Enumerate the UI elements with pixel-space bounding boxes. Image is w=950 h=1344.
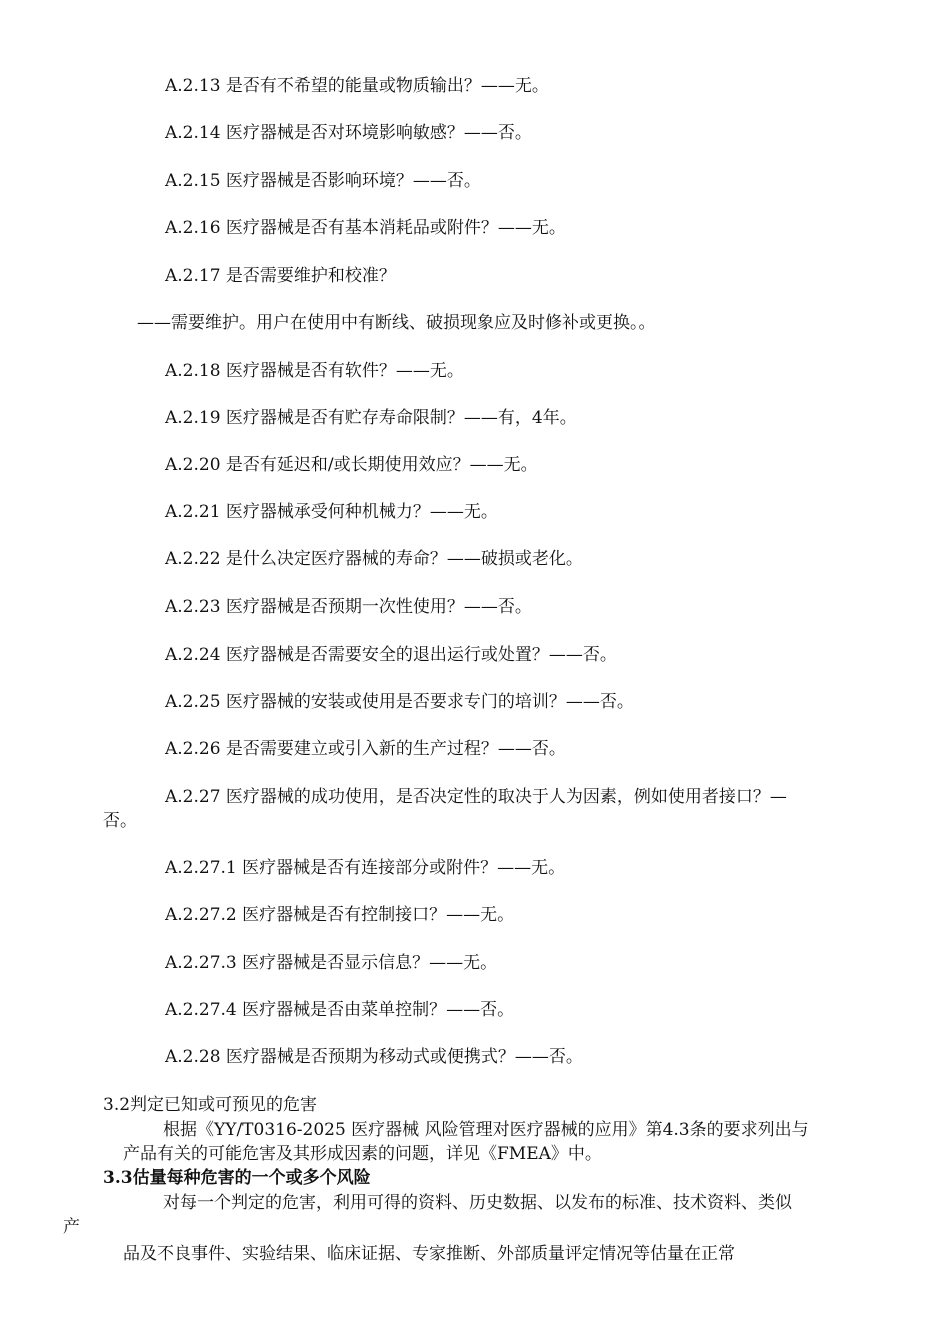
item-a2-28: A.2.28 医疗器械是否预期为移动式或便携式？——否。 xyxy=(165,1047,583,1067)
section-3-3-paragraph-line1: 对每一个判定的危害，利用可得的资料、历史数据、以发布的标准、技术资料、类似 xyxy=(163,1193,792,1213)
item-a2-17-answer: ——需要维护。用户在使用中有断线、破损现象应及时修补或更换。。 xyxy=(137,313,656,333)
item-a2-27-4: A.2.27.4 医疗器械是否由菜单控制？——否。 xyxy=(165,1000,515,1020)
item-a2-27-2: A.2.27.2 医疗器械是否有控制接口？——无。 xyxy=(165,905,515,925)
item-a2-22: A.2.22 是什么决定医疗器械的寿命？——破损或老化。 xyxy=(165,549,583,569)
item-a2-13: A.2.13 是否有不希望的能量或物质输出？——无。 xyxy=(165,76,549,96)
section-3-2-paragraph-line2: 产品有关的可能危害及其形成因素的问题，详见《FMEA》中。 xyxy=(123,1144,602,1164)
item-a2-18: A.2.18 医疗器械是否有软件？——无。 xyxy=(165,361,464,381)
section-3-3-paragraph-line2: 产 xyxy=(63,1217,80,1237)
item-a2-19: A.2.19 医疗器械是否有贮存寿命限制？——有，4年。 xyxy=(165,408,577,428)
item-a2-21: A.2.21 医疗器械承受何种机械力？——无。 xyxy=(165,502,498,522)
section-3-2-paragraph-line1: 根据《YY/T0316-2025 医疗器械 风险管理对医疗器械的应用》第4.3条的要求列出与 xyxy=(163,1120,809,1140)
item-a2-27-1: A.2.27.1 医疗器械是否有连接部分或附件？——无。 xyxy=(165,858,566,878)
item-a2-27-line2: 否。 xyxy=(103,811,137,831)
item-a2-17: A.2.17 是否需要维护和校准？ xyxy=(165,266,396,286)
item-a2-23: A.2.23 医疗器械是否预期一次性使用？——否。 xyxy=(165,597,532,617)
item-a2-14: A.2.14 医疗器械是否对环境影响敏感？——否。 xyxy=(165,123,532,143)
section-3-3-heading: 3.3估量每种危害的一个或多个风险 xyxy=(103,1168,371,1188)
item-a2-16: A.2.16 医疗器械是否有基本消耗品或附件？——无。 xyxy=(165,218,566,238)
item-a2-15: A.2.15 医疗器械是否影响环境？——否。 xyxy=(165,171,481,191)
item-a2-27-line1: A.2.27 医疗器械的成功使用，是否决定性的取决于人为因素，例如使用者接口？— xyxy=(165,787,787,807)
section-3-2-heading: 3.2判定已知或可预见的危害 xyxy=(103,1095,318,1115)
item-a2-27-3: A.2.27.3 医疗器械是否显示信息？——无。 xyxy=(165,953,498,973)
section-3-3-paragraph-line3: 品及不良事件、实验结果、临床证据、专家推断、外部质量评定情况等估量在正常 xyxy=(123,1244,735,1264)
item-a2-25: A.2.25 医疗器械的安装或使用是否要求专门的培训？——否。 xyxy=(165,692,634,712)
item-a2-24: A.2.24 医疗器械是否需要安全的退出运行或处置？——否。 xyxy=(165,645,617,665)
item-a2-26: A.2.26 是否需要建立或引入新的生产过程？——否。 xyxy=(165,739,566,759)
item-a2-20: A.2.20 是否有延迟和/或长期使用效应？——无。 xyxy=(165,455,538,475)
